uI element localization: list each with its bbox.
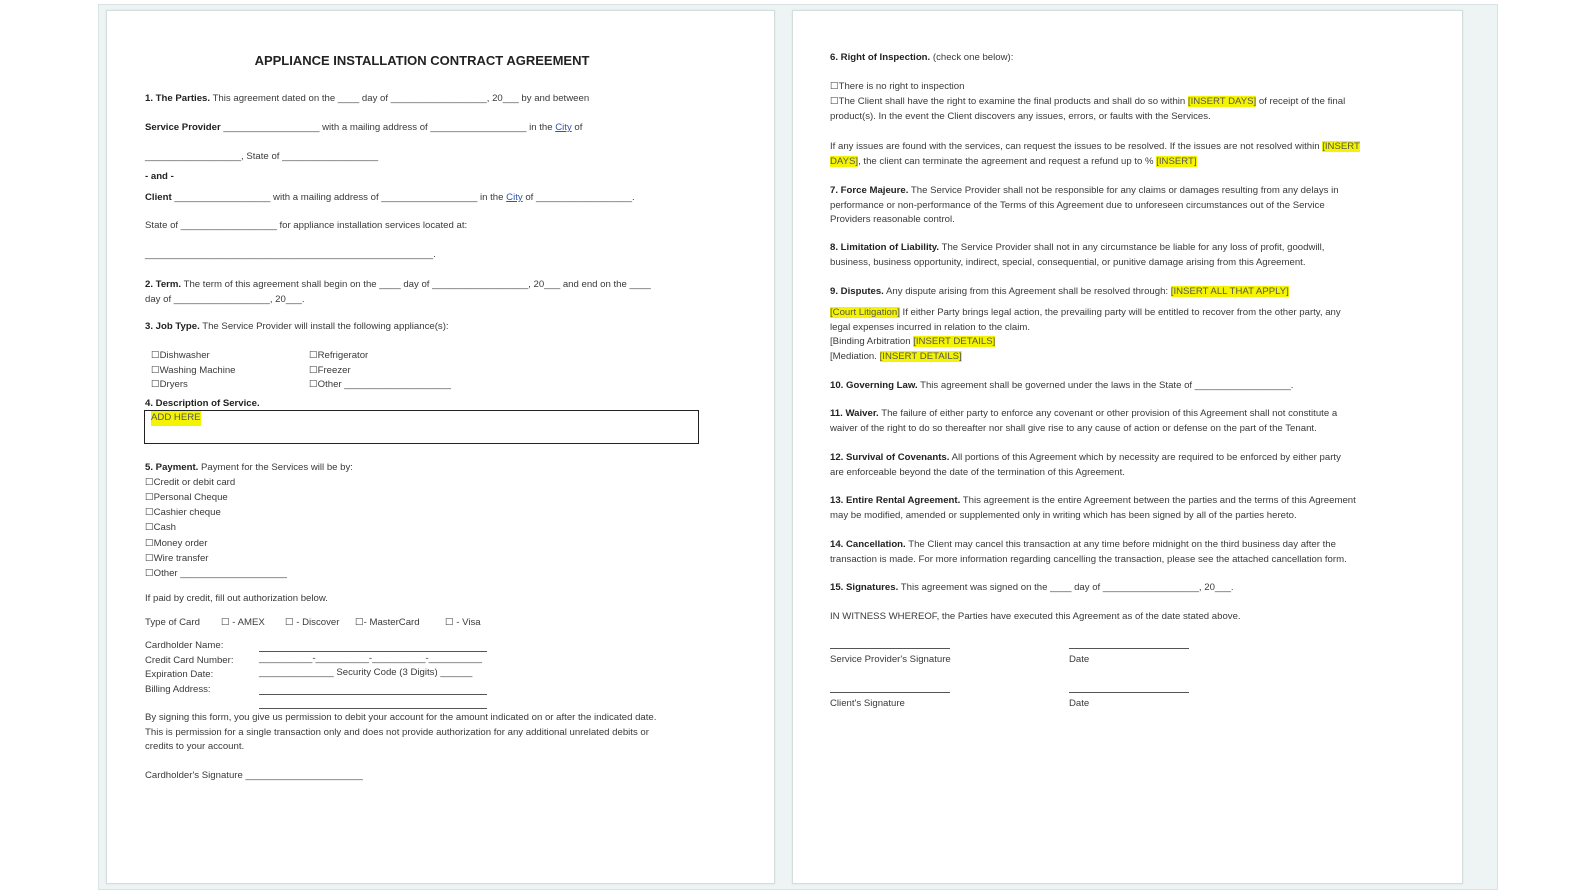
checkbox-no-inspection[interactable]: ☐There is no right to inspection [830, 81, 965, 92]
date-label-1: Date [1069, 654, 1090, 665]
disputes-binding: [Binding Arbitration [INSERT DETAILS] [830, 336, 996, 347]
billing-address-field-2[interactable] [259, 708, 487, 709]
client-signature-field[interactable] [830, 692, 950, 693]
checkbox-cash[interactable]: ☐Cash [145, 522, 176, 533]
expiration-security-field[interactable]: ______________ Security Code (3 Digits) ______ [259, 667, 473, 678]
and-separator: - and - [145, 171, 174, 182]
client-line: Client __________________ with a mailing address of __________________ in the City of __________________. [145, 192, 635, 203]
survival-1: 12. Survival of Covenants. All portions of this Agreement which by necessity are required to be enforced by either party [830, 452, 1341, 463]
liability-1: 8. Limitation of Liability. The Service Provider shall not in any circumstance be liable for any loss of profit, goodwill, [830, 242, 1325, 253]
checkbox-freezer[interactable]: ☐Freezer [309, 365, 351, 376]
waiver-2: waiver of the right to do so thereafter nor shall give rise to any cause of action or defense on the part of the Tenant. [830, 423, 1317, 434]
governing-law: 10. Governing Law. This agreement shall be governed under the laws in the State of __________________. [830, 380, 1294, 391]
checkbox-cashier-cheque[interactable]: ☐Cashier cheque [145, 507, 221, 518]
description-box[interactable] [144, 410, 699, 444]
document-title: APPLIANCE INSTALLATION CONTRACT AGREEMENT [254, 53, 590, 68]
service-provider-signature-label: Service Provider's Signature [830, 654, 951, 665]
force-majeure-3: Providers reasonable control. [830, 214, 955, 225]
disputes-mediation: [Mediation. [INSERT DETAILS] [830, 351, 962, 362]
checkbox-money-order[interactable]: ☐Money order [145, 538, 208, 549]
inspection-heading-line: 6. Right of Inspection. (check one below): [830, 52, 1014, 63]
checkbox-refrigerator[interactable]: ☐Refrigerator [309, 350, 369, 361]
witness-line: IN WITNESS WHEREOF, the Parties have executed this Agreement as of the date stated above. [830, 611, 1241, 622]
checkbox-mastercard[interactable]: ☐- MasterCard [355, 617, 420, 628]
cancellation-2: transaction is made. For more information regarding cancelling the transaction, please see the attached cancellation form. [830, 554, 1347, 565]
survival-2: are enforceable beyond the date of the termination of this Agreement. [830, 467, 1125, 478]
address-line: ______________________________________________________. [145, 249, 436, 260]
date-label-2: Date [1069, 698, 1090, 709]
card-number-label: Credit Card Number: [145, 655, 234, 666]
checkbox-personal-cheque[interactable]: ☐Personal Cheque [145, 492, 228, 503]
checkbox-credit-card[interactable]: ☐Credit or debit card [145, 477, 236, 488]
authorization-text-1: By signing this form, you give us permission to debit your account for the amount indicated on or after the indicated date. [145, 712, 657, 723]
checkbox-dishwasher[interactable]: ☐Dishwasher [151, 350, 210, 361]
entire-agreement-1: 13. Entire Rental Agreement. This agreement is the entire Agreement between the parties and the terms of this Agreement [830, 495, 1356, 506]
service-provider-line: Service Provider __________________ with a mailing address of __________________ in the City of [145, 122, 583, 133]
document-page-1 [106, 10, 775, 884]
checkbox-other-payment[interactable]: ☐Other ____________________ [145, 568, 287, 579]
checkbox-visa[interactable]: ☐ - Visa [445, 617, 481, 628]
disputes-court-2: legal expenses incurred in relation to the claim. [830, 322, 1030, 333]
job-type-line: 3. Job Type. The Service Provider will install the following appliance(s): [145, 321, 449, 332]
waiver-1: 11. Waiver. The failure of either party to enforce any covenant or other provision of this Agreement shall not constitute a [830, 408, 1338, 419]
service-provider-signature-field[interactable] [830, 648, 950, 649]
liability-2: business, business opportunity, indirect, special, consequential, or punitive damage arising from this Agreement. [830, 257, 1306, 268]
authorization-text-2: This is permission for a single transaction only and does not provide authorization for any additional unrelated debits or [145, 727, 649, 738]
billing-address-label: Billing Address: [145, 684, 211, 695]
cancellation-1: 14. Cancellation. The Client may cancel this transaction at any time before midnight on the third business day after the [830, 539, 1336, 550]
date-field-2[interactable] [1069, 692, 1189, 693]
description-heading: 4. Description of Service. [145, 398, 260, 409]
credit-note: If paid by credit, fill out authorization below. [145, 593, 328, 604]
billing-address-field-1[interactable] [259, 694, 487, 695]
checkbox-inspection-right[interactable]: ☐The Client shall have the right to examine the final products and shall do so within [INSERT DAYS] of receipt of the final [830, 96, 1346, 107]
force-majeure-2: performance or non-performance of the Terms of this Agreement due to unforeseen circumstances out of the Service [830, 200, 1325, 211]
description-placeholder: ADD HERE [151, 411, 201, 426]
checkbox-dryers[interactable]: ☐Dryers [151, 379, 188, 390]
date-field-1[interactable] [1069, 648, 1189, 649]
cardholder-signature[interactable]: Cardholder's Signature ______________________ [145, 770, 363, 781]
card-type-label: Type of Card [145, 617, 200, 628]
checkbox-wire-transfer[interactable]: ☐Wire transfer [145, 553, 209, 564]
sp-state-line: __________________, State of __________________ [145, 151, 379, 162]
signatures-line: 15. Signatures. This agreement was signed on the ____ day of __________________, 20___. [830, 582, 1234, 593]
authorization-text-3: credits to your account. [145, 741, 245, 752]
payment-line: 5. Payment. Payment for the Services will be by: [145, 462, 353, 473]
disputes-intro: 9. Disputes. Any dispute arising from this Agreement shall be resolved through: [INSERT ALL THAT APPLY] [830, 286, 1289, 297]
term-line-1: 2. Term. The term of this agreement shall begin on the ____ day of __________________, 20___ and end on the ____ [145, 279, 651, 290]
cardholder-name-label: Cardholder Name: [145, 640, 224, 651]
term-line-2: day of __________________, 20___. [145, 294, 305, 305]
client-state-line: State of __________________ for appliance installation services located at: [145, 220, 468, 231]
document-page-2 [792, 10, 1463, 884]
client-signature-label: Client's Signature [830, 698, 905, 709]
entire-agreement-2: may be modified, amended or supplemented only in writing which has been signed by all of the parties hereto. [830, 510, 1297, 521]
checkbox-discover[interactable]: ☐ - Discover [285, 617, 340, 628]
force-majeure-1: 7. Force Majeure. The Service Provider shall not be responsible for any claims or damages resulting from any delays in [830, 185, 1339, 196]
issues-line-2: DAYS], the client can terminate the agreement and request a refund up to % [INSERT] [830, 156, 1197, 167]
parties-line: 1. The Parties. This agreement dated on the ____ day of __________________, 20___ by and between [145, 93, 590, 104]
card-number-field[interactable]: __________-__________-__________-__________ [259, 653, 483, 664]
inspection-text: product(s). In the event the Client discovers any issues, errors, or faults with the Services. [830, 111, 1211, 122]
checkbox-amex[interactable]: ☐ - AMEX [221, 617, 265, 628]
expiration-label: Expiration Date: [145, 669, 214, 680]
disputes-court-1: [Court Litigation] If either Party brings legal action, the prevailing party will be entitled to recover from the other party, any [830, 307, 1341, 318]
checkbox-other-appliance[interactable]: ☐Other ____________________ [309, 379, 451, 390]
checkbox-washing-machine[interactable]: ☐Washing Machine [151, 365, 236, 376]
issues-line-1: If any issues are found with the services, can request the issues to be resolved. If the issues are not resolved within [INSERT [830, 141, 1360, 152]
